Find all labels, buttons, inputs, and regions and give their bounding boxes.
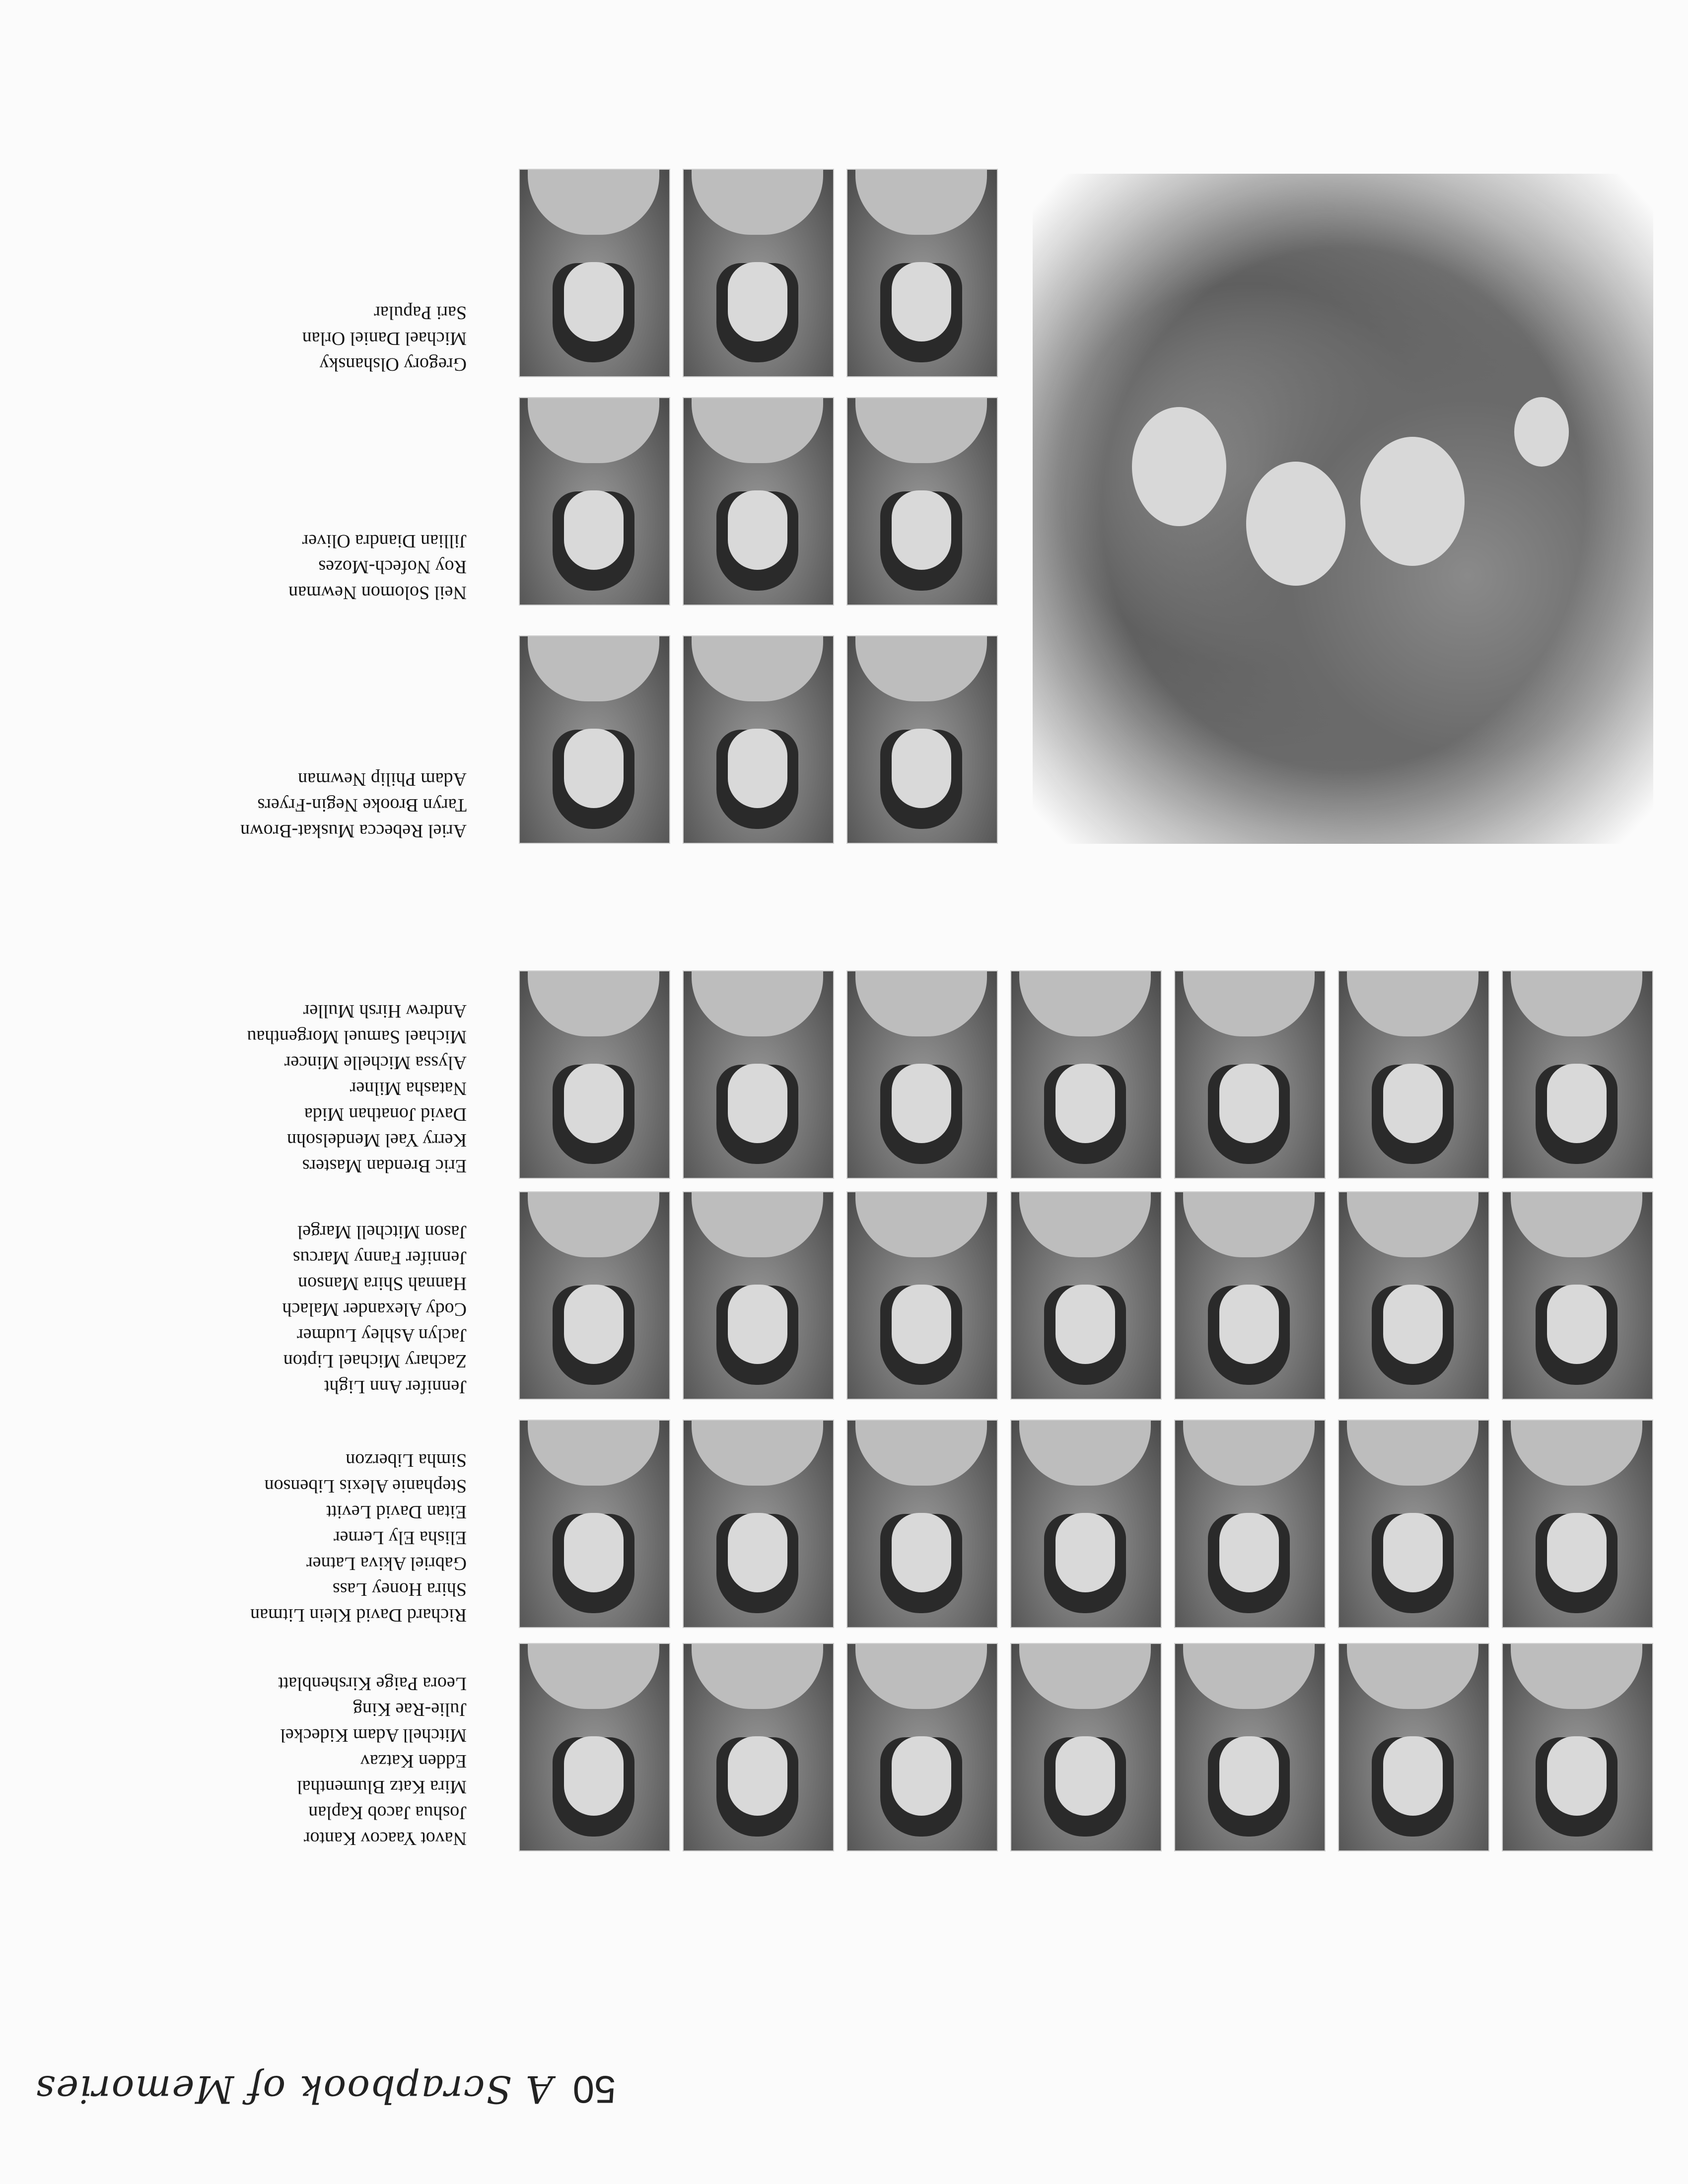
student-name: Sari Papular xyxy=(374,302,467,323)
student-portrait xyxy=(683,169,834,377)
student-portrait xyxy=(846,970,998,1179)
group-photo-face xyxy=(1360,437,1465,566)
group-photo-face xyxy=(1514,397,1569,467)
group-photo xyxy=(1033,174,1653,844)
student-name: Jillian Diandra Oliver xyxy=(302,531,467,551)
student-portrait xyxy=(683,635,834,844)
student-portrait xyxy=(1502,1643,1653,1851)
student-name: Taryn Brooke Negin-Fryers xyxy=(257,795,467,816)
student-name: Elisha Ely Lerner xyxy=(333,1527,467,1548)
student-name: Gregory Olshansky xyxy=(319,354,467,375)
student-name: Richard David Klein Litman xyxy=(250,1605,467,1626)
student-portrait xyxy=(519,1420,670,1628)
student-portrait xyxy=(683,1420,834,1628)
page-header xyxy=(35,2060,616,2119)
student-name: Kerry Yael Mendelsohn xyxy=(286,1130,467,1151)
student-portrait xyxy=(1338,970,1489,1179)
student-portrait xyxy=(846,1191,998,1400)
student-name: Michael Daniel Orlan xyxy=(302,328,467,349)
student-portrait xyxy=(846,1420,998,1628)
group-photo-face xyxy=(1132,407,1226,526)
student-name: Ariel Rebecca Muskat-Brown xyxy=(240,820,467,841)
student-name: Mira Katz Blumenthal xyxy=(297,1776,467,1797)
names-row-7 xyxy=(109,300,467,377)
student-portrait xyxy=(846,1643,998,1851)
student-portrait xyxy=(519,397,670,606)
names-row-5 xyxy=(109,766,467,844)
page-number: 50 xyxy=(572,2068,616,2112)
student-name: Jason Mitchell Margel xyxy=(297,1222,467,1242)
student-portrait xyxy=(1502,970,1653,1179)
names-row-3 xyxy=(109,1219,467,1400)
student-name: Zachary Michael Lipton xyxy=(283,1351,467,1371)
student-portrait xyxy=(1174,1643,1326,1851)
student-name: Julie-Rae King xyxy=(352,1699,467,1720)
student-portrait xyxy=(683,397,834,606)
group-photo-face xyxy=(1246,462,1345,586)
student-portrait xyxy=(1502,1191,1653,1400)
student-name: Eitan David Levitt xyxy=(326,1502,467,1522)
student-portrait xyxy=(683,970,834,1179)
student-portrait xyxy=(1174,1191,1326,1400)
student-portrait xyxy=(846,635,998,844)
student-name: Mitchell Adam Kideckel xyxy=(280,1725,467,1746)
student-portrait xyxy=(846,169,998,377)
student-portrait xyxy=(1010,1643,1162,1851)
student-name: Roy Nofech-Mozes xyxy=(318,556,467,577)
student-name: Jaclyn Ashley Ludmer xyxy=(297,1325,467,1346)
student-name: Eric Brendan Masters xyxy=(302,1156,467,1176)
student-name: Hannah Shira Manson xyxy=(298,1273,467,1294)
student-portrait xyxy=(519,635,670,844)
student-name: Natasha Milner xyxy=(350,1078,467,1099)
names-row-2 xyxy=(109,1447,467,1628)
student-portrait xyxy=(1010,1420,1162,1628)
student-portrait xyxy=(1174,970,1326,1179)
student-name: David Jonathan Mida xyxy=(304,1104,467,1125)
student-name: Shira Honey Lass xyxy=(332,1579,467,1600)
student-name: Stephanie Alexis Libenson xyxy=(264,1476,467,1497)
names-row-1 xyxy=(109,1671,467,1851)
student-portrait xyxy=(519,169,670,377)
student-portrait xyxy=(1010,970,1162,1179)
student-name: Edden Katzav xyxy=(360,1751,467,1772)
student-name: Michael Samuel Morgenthau xyxy=(247,1026,467,1047)
student-name: Alyssa Michelle Mincer xyxy=(284,1052,467,1073)
student-portrait xyxy=(1338,1191,1489,1400)
student-portrait xyxy=(1338,1420,1489,1628)
student-portrait xyxy=(683,1643,834,1851)
student-portrait xyxy=(846,397,998,606)
student-name: Navot Yaacov Kantor xyxy=(303,1828,467,1849)
student-portrait xyxy=(519,1643,670,1851)
student-portrait xyxy=(1174,1420,1326,1628)
student-name: Neil Solomon Newman xyxy=(288,582,467,603)
student-name: Adam Philip Newman xyxy=(298,769,467,790)
book-title: A Scrapbook of Memories xyxy=(35,2067,553,2112)
student-name: Andrew Hirsh Muller xyxy=(303,1001,467,1022)
student-portrait xyxy=(519,1191,670,1400)
student-name: Cody Alexander Malach xyxy=(282,1299,467,1320)
student-name: Simha Liberzon xyxy=(346,1450,467,1471)
student-portrait xyxy=(1502,1420,1653,1628)
student-name: Gabriel Akiva Latner xyxy=(306,1553,467,1574)
student-portrait xyxy=(1010,1191,1162,1400)
student-name: Jennifer Ann Light xyxy=(324,1376,467,1397)
student-portrait xyxy=(519,970,670,1179)
student-portrait xyxy=(683,1191,834,1400)
student-name: Leora Paige Kirshenblatt xyxy=(278,1673,467,1694)
names-row-4 xyxy=(109,998,467,1179)
names-row-6 xyxy=(109,528,467,606)
student-portrait xyxy=(1338,1643,1489,1851)
student-name: Joshua Jacob Kaplan xyxy=(308,1802,467,1823)
student-name: Jennifer Fanny Marcus xyxy=(292,1247,467,1268)
